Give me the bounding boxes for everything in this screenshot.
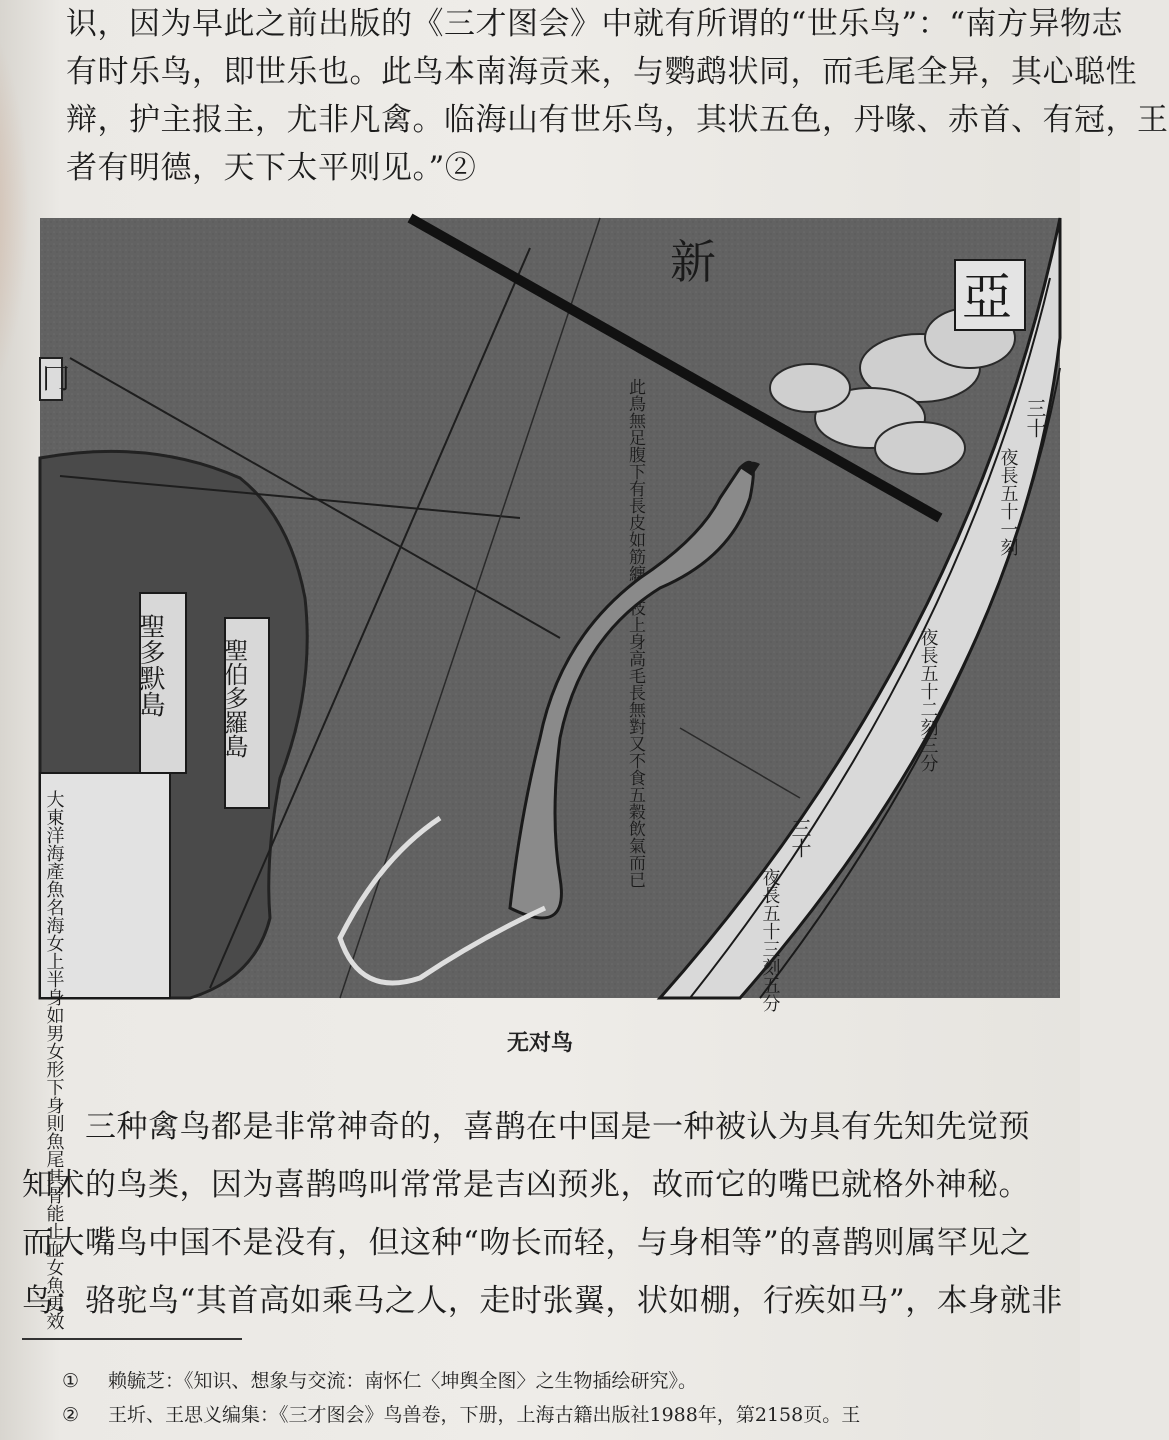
footnote <box>62 1398 1070 1432</box>
text-line: 有时乐鸟，即世乐也。此鸟本南海贡来，与鹦鹉状同，而毛尾全异，其心聪性 <box>66 54 1137 90</box>
bird-text: 此鳥無足腹下有長皮如筋纏樹枝上身高毛長無對又不食五穀飲氣而已 <box>625 378 645 888</box>
figure-caption: 无对鸟 <box>506 1031 573 1056</box>
footnote <box>62 1364 1070 1398</box>
border-label: 夜長五十三刻五分 <box>759 868 781 1012</box>
border-label: 三十 <box>788 818 812 858</box>
top-paragraph <box>66 0 1169 192</box>
border-label: 夜長五十一刻 <box>997 448 1019 556</box>
map-label-xin: 新 <box>670 235 716 289</box>
map-label-ya: 亞 <box>962 268 1012 326</box>
text-line: 而大嘴鸟中国不是没有，但这种“吻长而轻，与身相等”的喜鹊则属罕见之 <box>22 1225 1032 1261</box>
text-line: 三种禽鸟都是非常神奇的，喜鹊在中国是一种被认为具有先知先觉预 <box>22 1109 1030 1145</box>
footnotes <box>62 1364 1070 1432</box>
footnote-text: 王圻、王思义编集：《三才图会》鸟兽卷，下册，上海古籍出版社1988年，第2158页。王 <box>108 1404 861 1426</box>
thumb-shadow <box>0 0 30 420</box>
border-label: 夜長五十二刻三分 <box>917 628 939 772</box>
bird-description <box>625 378 647 888</box>
text-line: 知术的鸟类，因为喜鹊鸣叫常常是吉凶预兆，故而它的嘴巴就格外神秘。 <box>22 1167 1030 1203</box>
body-paragraph <box>22 1098 1062 1330</box>
map-label-fragment: 冂 <box>42 362 71 395</box>
footnote-number: ① <box>62 1370 80 1392</box>
map-label-saint-thomas: 聖多默島 <box>135 613 165 717</box>
text-line: 者有明德，天下太平则见。”② <box>66 150 477 186</box>
footnote-divider <box>22 1338 242 1340</box>
border-label: 三十 <box>1023 398 1047 438</box>
text-line: 鸟；骆驼鸟“其首高如乘马之人，走时张翼，状如棚，行疾如马”，本身就非 <box>22 1283 1063 1319</box>
fish-text: 大東洋海產魚名海女上半身如男女形下身則魚尾其骨能止血女魚更效 <box>43 790 65 1330</box>
footnote-number: ② <box>62 1404 80 1426</box>
text-line: 辩，护主报主，尤非凡禽。临海山有世乐鸟，其状五色，丹喙、赤首、有冠，王 <box>66 102 1169 138</box>
text-line: 识，因为早此之前出版的《三才图会》中就有所谓的“世乐鸟”：“南方异物志 <box>66 6 1124 42</box>
map-label-saint-paul: 聖伯多羅島 <box>220 638 248 758</box>
footnote-text: 赖毓芝：《知识、想象与交流：南怀仁〈坤舆全图〉之生物插绘研究》。 <box>108 1370 698 1392</box>
